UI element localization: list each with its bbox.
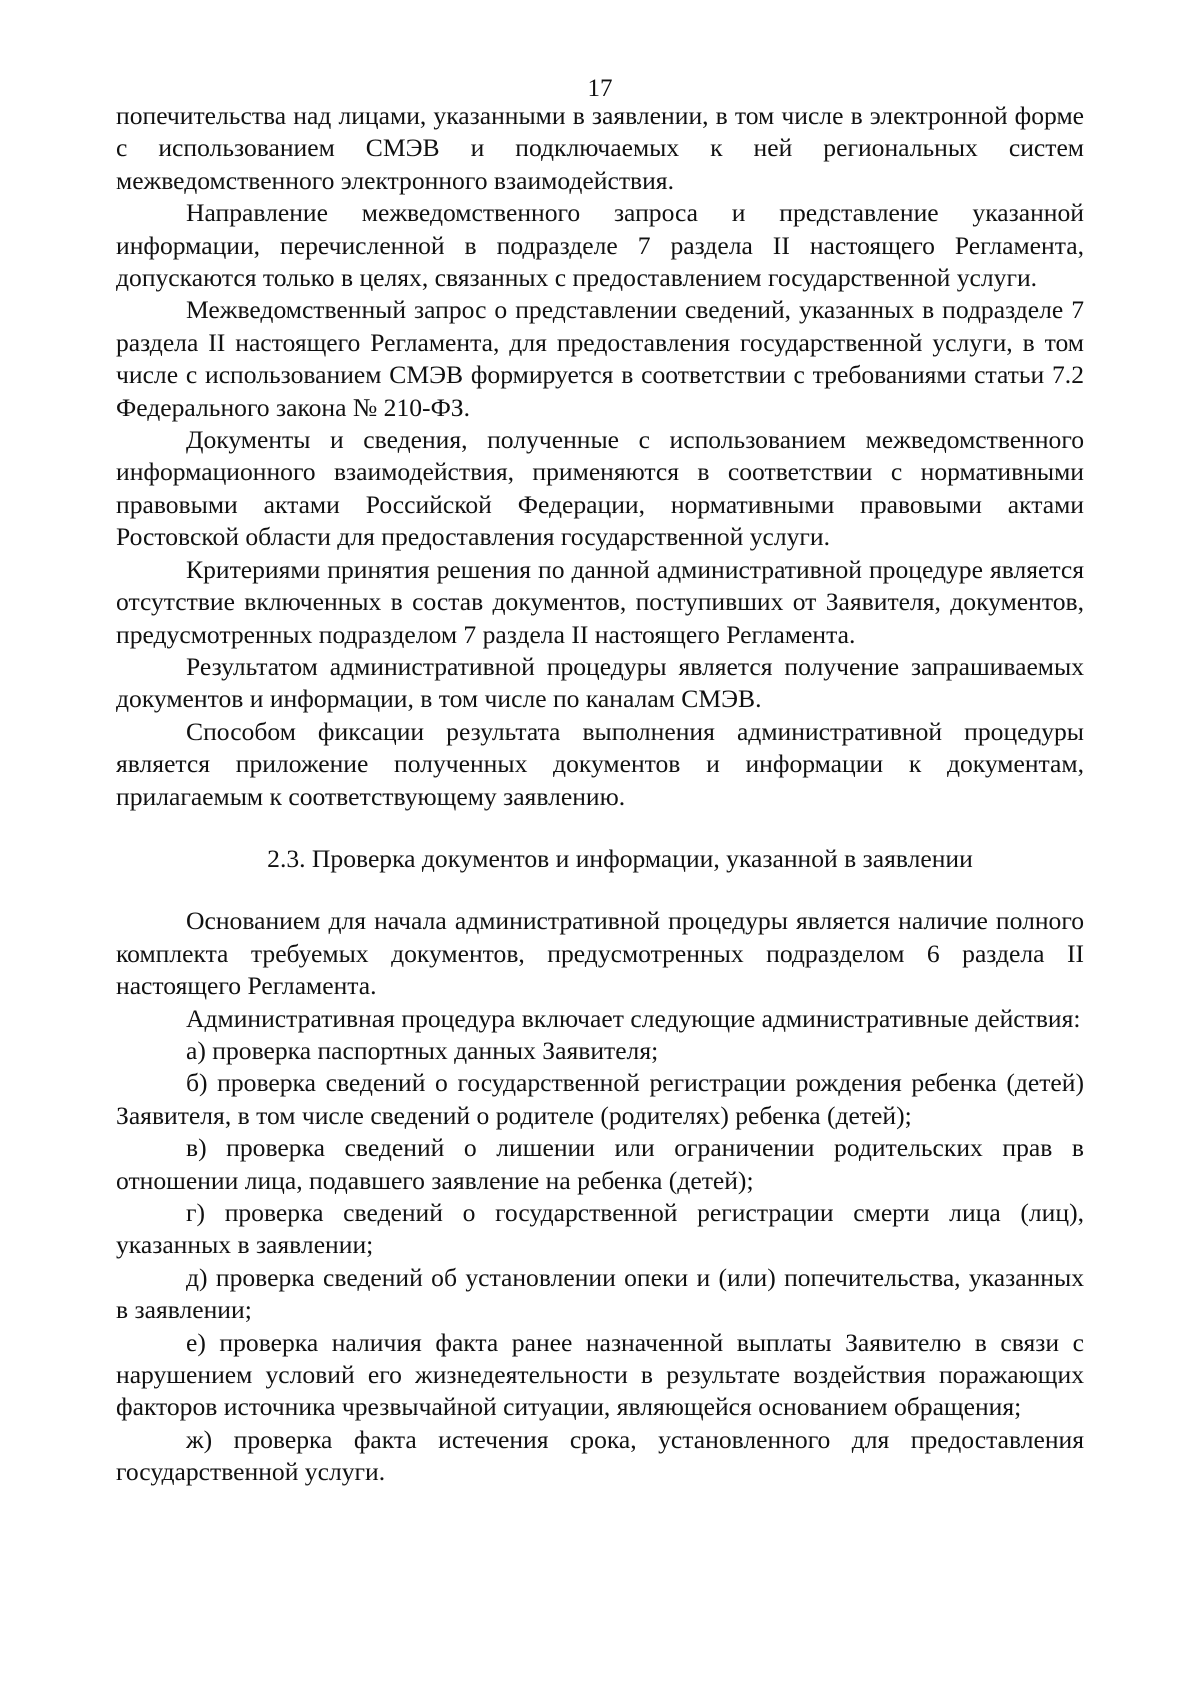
paragraph: Направление межведомственного запроса и представление указанной информации, перечисленной в подразделе 7 раздела II настоящего Регламента, допускаются только в целях, связанных с предоставлением государственной услуги. — [116, 198, 1084, 293]
list-item: е) проверка наличия факта ранее назначенной выплаты Заявителю в связи с нарушением условий его жизнедеятельности в результате воздействия поражающих факторов источника чрезвычайной ситуации, являющейся основанием обращения; — [116, 1327, 1084, 1422]
paragraph: Основанием для начала административной процедуры является наличие полного комплекта требуемых документов, предусмотренных подразделом 6 раздела II настоящего Регламента. — [116, 906, 1084, 1001]
page-number: 17 — [587, 75, 613, 102]
list-item: б) проверка сведений о государственной регистрации рождения ребенка (детей) Заявителя, в том числе сведений о родителе (родителях) ребенка (детей); — [116, 1068, 1084, 1130]
paragraph: Межведомственный запрос о представлении сведений, указанных в подразделе 7 раздела II настоящего Регламента, для предоставления государственной услуги, в том числе с использованием СМЭВ формируется в соответствии с требованиями статьи 7.2 Федерального закона № 210-ФЗ. — [116, 295, 1084, 422]
paragraph: Критериями принятия решения по данной административной процедуре является отсутствие включенных в состав документов, поступивших от Заявителя, документов, предусмотренных подразделом 7 раздела II настоящего Регламента. — [116, 554, 1084, 649]
list-item: г) проверка сведений о государственной регистрации смерти лица (лиц), указанных в заявлении; — [116, 1198, 1084, 1260]
section-heading: 2.3. Проверка документов и информации, указанной в заявлении — [267, 843, 973, 873]
paragraph: Способом фиксации результата выполнения административной процедуры является приложение полученных документов и информации к документам, прилагаемым к соответствующему заявлению. — [116, 716, 1084, 811]
list-item: а) проверка паспортных данных Заявителя; — [186, 1035, 659, 1065]
list-item: в) проверка сведений о лишении или ограничении родительских прав в отношении лица, подавшего заявление на ребенка (детей); — [116, 1133, 1084, 1195]
paragraph: Административная процедура включает следующие административные действия: — [186, 1003, 1081, 1033]
paragraph: попечительства над лицами, указанными в заявлении, в том числе в электронной форме с использованием СМЭВ и подключаемых к ней региональных систем межведомственного электронного взаимодействия. — [116, 101, 1084, 195]
list-item: ж) проверка факта истечения срока, установленного для предоставления государственной услуги. — [116, 1424, 1084, 1487]
paragraph: Документы и сведения, полученные с использованием межведомственного информационного взаимодействия, применяются в соответствии с нормативными правовыми актами Российской Федерации, нормативными правовыми актами Ростовской области для предоставления государственной услуги. — [116, 425, 1084, 552]
paragraph: Результатом административной процедуры является получение запрашиваемых документов и информации, в том числе по каналам СМЭВ. — [116, 651, 1084, 714]
list-item: д) проверка сведений об установлении опеки и (или) попечительства, указанных в заявлении; — [116, 1262, 1084, 1325]
document-body — [116, 100, 1084, 1489]
